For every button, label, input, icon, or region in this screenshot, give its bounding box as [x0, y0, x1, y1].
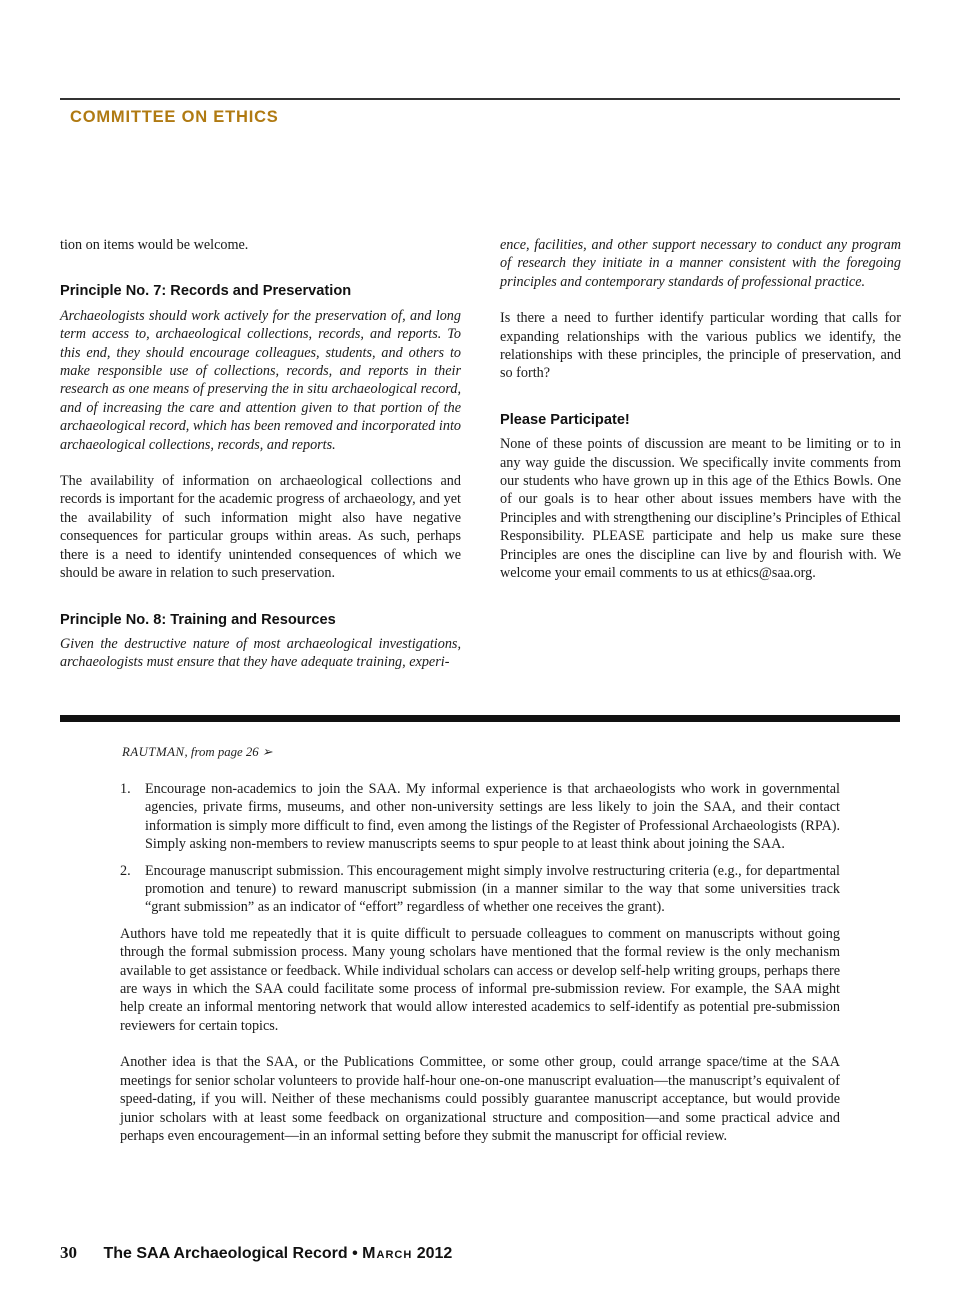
- issue-month: March: [362, 1245, 413, 1262]
- paragraph-idea: Another idea is that the SAA, or the Publications Committee, or some other group, could arrange space/time at the SAA meetings for senior scholar volunteers to provide half-hour one-on-one manuscript evaluation—the manuscript’s equivalent of speed-dating, if you will. Neither of these mechanisms could possibly guarantee manuscript acceptance, but would provide junior scholars with at least some feedback on organizational structure and composition—and some practical advice and perhaps even encouragement—in an informal setting before they submit the manuscript for official review.: [120, 1054, 840, 1144]
- right-column: [500, 236, 901, 601]
- list-item-number: 1.: [120, 781, 131, 797]
- paragraph-availability: The availability of information on archaeological collections and records is important for the academic progress of archaeology, and yet the availability of such information might also have negative consequences for particular groups within areas. As such, perhaps there is a need to identify unintended consequences of which we should be aware in relation to such preservation.: [60, 473, 461, 582]
- list-item: [120, 780, 840, 854]
- heading-please-participate: Please Participate!: [500, 411, 630, 428]
- footer-bullet: •: [352, 1245, 358, 1262]
- continuation-from: , from page 26: [184, 745, 259, 759]
- issue-year: 2012: [416, 1245, 453, 1262]
- rautman-article: [120, 780, 840, 1163]
- principle-8-text-continued: ence, facilities, and other support necessary to conduct any program of research they initiate in a manner consistent with the foregoing principles and contemporary standards of professional practice.: [500, 237, 901, 290]
- list-item-text: Encourage non-academics to join the SAA. My informal experience is that archaeologists who work in governmental agencies, private firms, museums, and other non-university settings are less likely to join the SAA, and their contact information is simply more difficult to find, even among the listings of the Register of Professional Archaeologists (RPA). Simply asking non-members to review manuscripts seems to spur people to at least think about joining the SAA.: [145, 781, 840, 853]
- section-divider: [60, 715, 900, 722]
- recommendation-list: [120, 780, 840, 917]
- paragraph-continuation: tion on items would be welcome.: [60, 237, 249, 253]
- list-item-text: Encourage manuscript submission. This encouragement might simply involve restructuring criteria (e.g., for departmental promotion and tenure) to reward manuscript submission (in a manner similar to the way that some universities track “grant submission” as an indicator of “effort” regardless of whether one receives the grant).: [145, 862, 840, 916]
- continuation-source: RAUTMAN: [122, 745, 185, 759]
- paragraph-authors: Authors have told me repeatedly that it is quite difficult to persuade colleagues to comment on manuscripts without going through the formal submission process. Many young scholars have mentioned that the formal review is the only mechanism available to get assistance or feedback. While individual scholars can access or develop self-help writing groups, perhaps there are ways in which the SAA could facilitate some process of informal pre-submission review. For example, the SAA might help create an informal mentoring network that would allow interested academics to self-identify as potential pre-submission reviewers for certain topics.: [120, 925, 840, 1034]
- heading-principle-8: Principle No. 8: Training and Resources: [60, 611, 336, 628]
- continuation-arrow-icon: ➢: [261, 745, 273, 759]
- paragraph-participate: None of these points of discussion are meant to be limiting or to in any way guide the discussion. We specifically invite comments from our students who have grown up in this age of the Ethics Bowls. One of our goals is to hear other about issues members have with the Principles and with strengthening our discipline’s Principles of Ethical Responsibility. PLEASE participate and help us make sure these Principles are ones the discipline can live by and flourish with. We welcome your email comments to us at ethics@saa.org.: [500, 436, 901, 582]
- page-number: 30: [60, 1243, 77, 1262]
- list-item: [120, 862, 840, 917]
- header-rule: [60, 98, 900, 100]
- publication-title: The SAA Archaeological Record: [103, 1245, 348, 1262]
- continuation-line: [122, 745, 273, 760]
- principle-7-text: Archaeologists should work actively for the preservation of, and long term access to, archaeological collections, records, and reports. To this end, they should encourage colleagues, students, and others to make responsible use of collections, records, and reports in their research as one means of preserving the in situ archaeological record, and of increasing the care and attention given to that portion of the archaeological record, which has been removed and incorporated into archaeological collections, records, and reports.: [60, 307, 461, 453]
- paragraph-need: Is there a need to further identify particular wording that calls for expanding relationships with the various publics we identify, the relationships with these principles, the principle of preservation, and so forth?: [500, 310, 901, 382]
- heading-principle-7: Principle No. 7: Records and Preservation: [60, 283, 352, 300]
- list-item-number: 2.: [120, 862, 131, 879]
- principle-8-text: Given the destructive nature of most archaeological investigations, archaeologists must ensure that they have adequate training, experi-: [60, 635, 461, 671]
- left-column: [60, 236, 461, 690]
- page-footer: [60, 1243, 452, 1263]
- section-label: COMMITTEE ON ETHICS: [70, 108, 279, 126]
